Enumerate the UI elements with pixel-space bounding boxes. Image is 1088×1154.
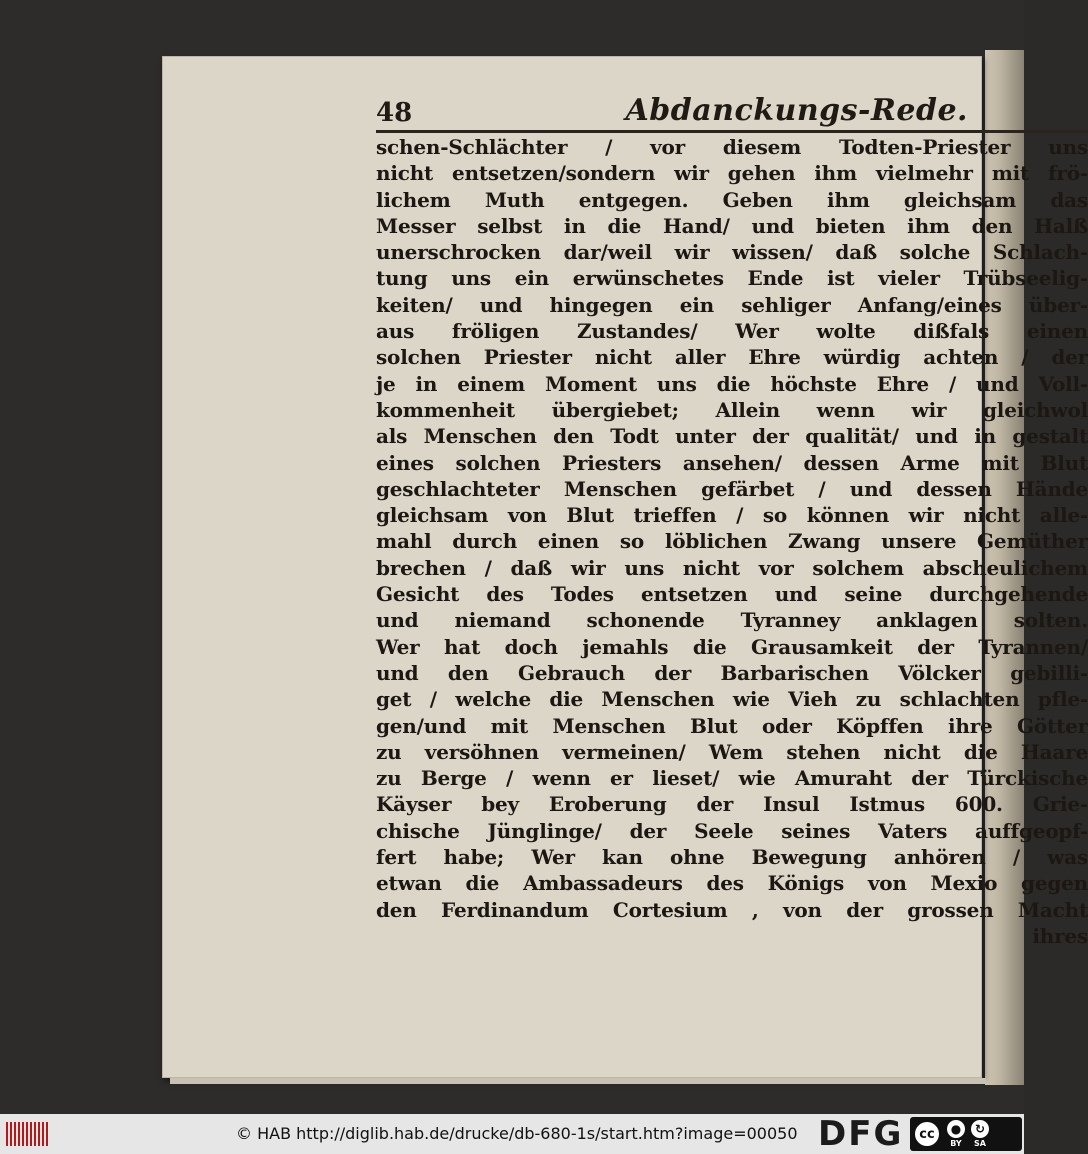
cc-sa — [971, 1120, 989, 1148]
hab-logo-icon[interactable] — [6, 1122, 48, 1146]
text-line: Wer hat doch jemahls die Grausamkeit der Tyrannen/ — [376, 634, 1088, 659]
text-line: zu Berge / wenn er lieset/ wie Amuraht der Türckische — [376, 766, 1088, 791]
text-line: eines solchen Priesters ansehen/ dessen Arme mit Blut — [376, 450, 1088, 475]
text-line: mahl durch einen so löblichen Zwang unsere Gemüther — [376, 529, 1088, 554]
text-line: Messer selbst in die Hand/ und bieten ihm den Halß — [376, 213, 1088, 238]
text-line: lichem Muth entgegen. Geben ihm gleichsam das — [376, 187, 1088, 212]
text-line: brechen / daß wir uns nicht vor solchem abscheulichem — [376, 555, 1088, 580]
text-line: je in einem Moment uns die höchste Ehre / und Voll- — [376, 371, 1088, 396]
text-line: aus fröligen Zustandes/ Wer wolte dißfals einen — [376, 319, 1088, 344]
body-text — [376, 134, 1088, 949]
share-alike-icon: ↻ — [971, 1120, 989, 1138]
running-title: Abdanckungs-Rede. — [625, 93, 968, 128]
cc-icon: cc — [913, 1120, 941, 1148]
text-line: unerschrocken dar/weil wir wissen/ daß solche Schlach- — [376, 240, 1088, 265]
cc-sa-label: SA — [974, 1139, 986, 1148]
text-line: nicht entsetzen/sondern wir gehen ihm vielmehr mit frö- — [376, 161, 1088, 186]
text-line: fert habe; Wer kan ohne Bewegung anhören / was — [376, 845, 1088, 870]
text-line: schen-Schlächter / vor diesem Todten-Priester uns — [376, 135, 1088, 159]
header-rule — [376, 130, 1088, 133]
book-page — [162, 56, 1088, 1078]
copyright-url[interactable]: © HAB http://diglib.hab.de/drucke/db-680-1s/start.htm?image=00050 — [236, 1124, 798, 1143]
text-line: get / welche die Menschen wie Vieh zu schlachten pfle- — [376, 687, 1088, 712]
text-line: zu versöhnen vermeinen/ Wem stehen nicht die Haare — [376, 739, 1088, 764]
text-line: keiten/ und hingegen ein sehliger Anfang/eines über- — [376, 292, 1088, 317]
text-line: chische Jünglinge/ der Seele seines Vaters auffgeopf- — [376, 818, 1088, 843]
text-line: und den Gebrauch der Barbarischen Völcker gebilli- — [376, 660, 1088, 685]
text-line: etwan die Ambassadeurs des Königs von Mexio gegen — [376, 871, 1088, 896]
text-line: gleichsam von Blut trieffen / so können wir nicht alle- — [376, 503, 1088, 528]
cc-license-badge[interactable] — [910, 1117, 1022, 1151]
text-line: geschlachteter Menschen gefärbet / und dessen Hände — [376, 476, 1088, 501]
page-number: 48 — [376, 98, 413, 128]
text-line: ihres — [1032, 923, 1088, 948]
footer-bar — [0, 1114, 1024, 1154]
text-line: tung uns ein erwünschetes Ende ist vieler Trübseelig- — [376, 266, 1088, 291]
text-line: den Ferdinandum Cortesium , von der grossen Macht — [376, 897, 1088, 922]
text-line: solchen Priester nicht aller Ehre würdig achten / der — [376, 345, 1088, 370]
cc-by — [947, 1120, 965, 1148]
text-line: als Menschen den Todt unter der qualität/ und in gestalt — [376, 424, 1088, 449]
text-line: und niemand schonende Tyranney anklagen solten. — [376, 608, 1088, 633]
cc-by-label: BY — [950, 1139, 962, 1148]
text-line: Käyser bey Eroberung der Insul Istmus 600. Grie- — [376, 792, 1088, 817]
dfg-logo[interactable]: DFG — [818, 1114, 904, 1154]
text-line: Gesicht des Todes entsetzen und seine durchgehende — [376, 582, 1088, 607]
text-line: gen/und mit Menschen Blut oder Köpffen ihre Götter — [376, 713, 1088, 738]
page-header — [376, 94, 1088, 128]
person-icon: ● — [947, 1120, 965, 1138]
text-line: kommenheit übergiebet; Allein wenn wir gleichwol — [376, 397, 1088, 422]
